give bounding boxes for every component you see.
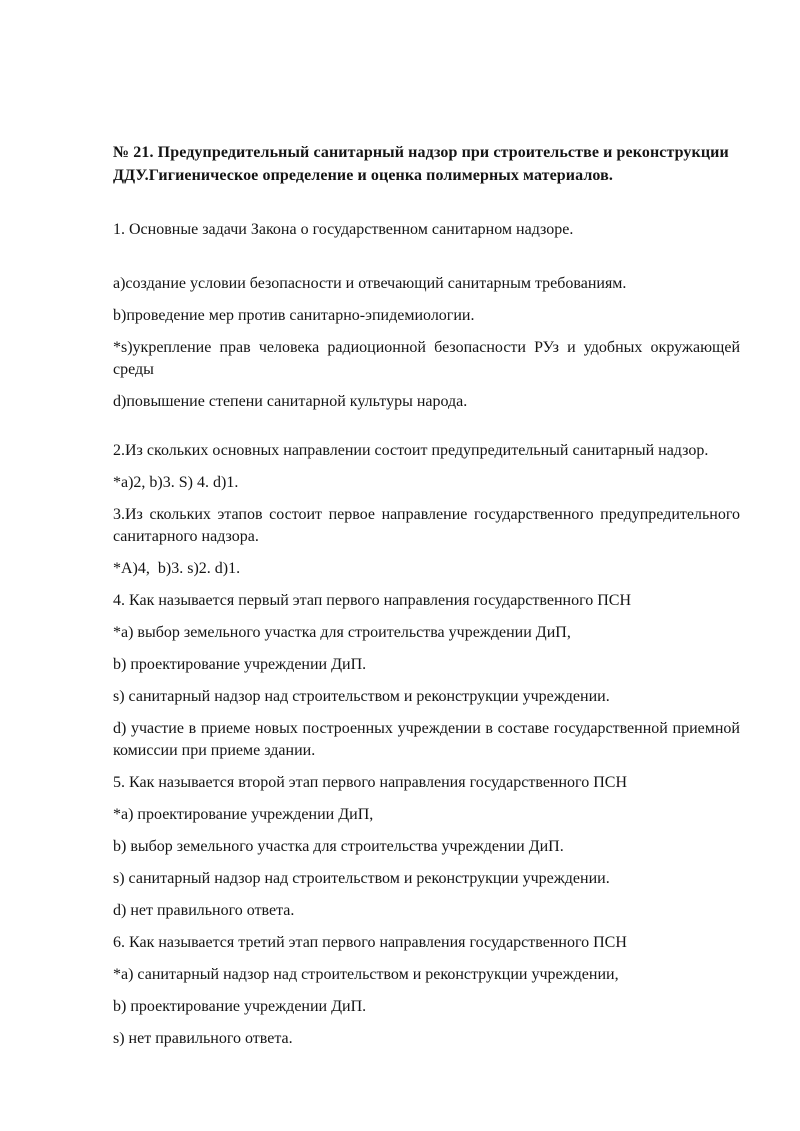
question-1-answer-s-correct: *s)укрепление прав человека радиоционной безопасности РУз и удобных окружающей среды <box>113 339 744 378</box>
question-3-text: 3.Из скольких этапов состоит первое направление государственного предупредительного санитарного надзора. <box>113 506 744 545</box>
question-4-text: 4. Как называется первый этап первого направления государственного ПСН <box>113 592 632 609</box>
question-block-1 <box>113 219 744 413</box>
question-4-answer-a-correct: *a) выбор земельного участка для строительства учреждении ДиП, <box>113 624 571 641</box>
question-block-6 <box>113 932 740 1050</box>
question-block-3 <box>113 504 744 580</box>
question-block-5 <box>113 772 740 922</box>
question-block-4 <box>113 590 744 762</box>
question-4-answer-d: d) участие в приеме новых построенных учреждении в составе государственной приемной комиссии при приеме здании. <box>113 720 744 759</box>
question-5-answer-b: b) выбор земельного участка для строительства учреждении ДиП. <box>113 838 564 855</box>
question-4-answer-b: b) проектирование учреждении ДиП. <box>113 656 367 673</box>
document-title: № 21. Предупредительный санитарный надзор при строительстве и реконструкции ДДУ.Гигиеническое определение и оценка полимерных материалов. <box>113 144 729 184</box>
question-3-answers-inline: *A)4, b)3. s)2. d)1. <box>113 560 241 577</box>
question-5-answer-d: d) нет правильного ответа. <box>113 902 295 919</box>
question-2-text: 2.Из скольких основных направлении состоит предупредительный санитарный надзор. <box>113 442 709 459</box>
question-1-answer-b: b)проведение мер против санитарно-эпидемиологии. <box>113 307 475 324</box>
question-5-text: 5. Как называется второй этап первого направления государственного ПСН <box>113 774 627 791</box>
question-4-answer-s: s) санитарный надзор над строительством и реконструкции учреждении. <box>113 688 610 705</box>
question-6-text: 6. Как называется третий этап первого направления государственного ПСН <box>113 934 627 951</box>
question-6-answer-a-correct: *a) санитарный надзор над строительством и реконструкции учреждении, <box>113 966 619 983</box>
question-5-answer-s: s) санитарный надзор над строительством и реконструкции учреждении. <box>113 870 610 887</box>
question-1-text: 1. Основные задачи Закона о государственном санитарном надзоре. <box>113 221 574 238</box>
question-5-answer-a-correct: *a) проектирование учреждении ДиП, <box>113 806 374 823</box>
question-1-answer-d: d)повышение степени санитарной культуры народа. <box>113 393 468 410</box>
question-6-answer-s: s) нет правильного ответа. <box>113 1030 293 1047</box>
question-1-answer-a: a)создание условии безопасности и отвечающий санитарным требованиям. <box>113 275 627 292</box>
question-block-2 <box>113 440 740 494</box>
question-2-answers-inline: *a)2, b)3. S) 4. d)1. <box>113 474 239 491</box>
question-6-answer-b: b) проектирование учреждении ДиП. <box>113 998 367 1015</box>
